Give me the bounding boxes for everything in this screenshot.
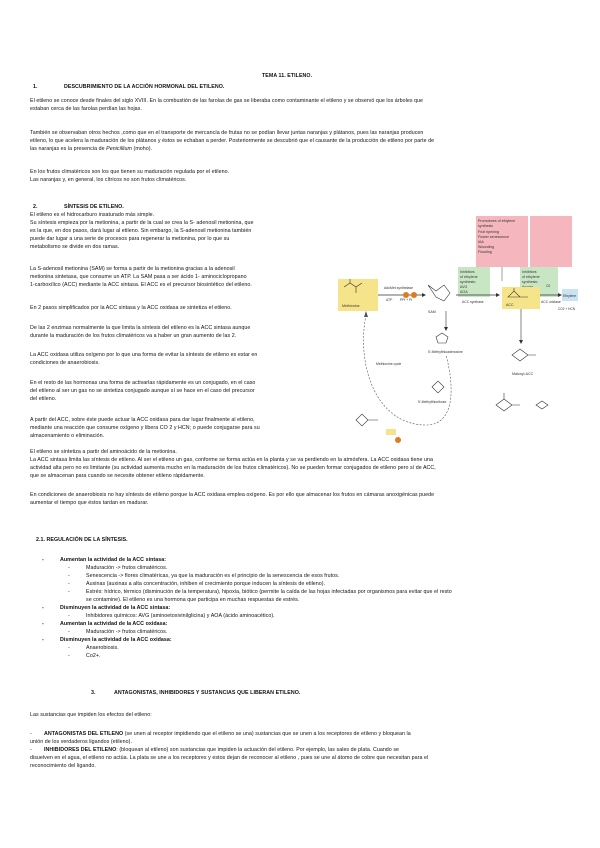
regulation-item (68, 653, 101, 660)
promoters-line-3: Fruit ripening (478, 230, 499, 234)
regulation-item (42, 637, 172, 644)
enzyme-marker-1 (403, 292, 409, 298)
s3-inhibitors-line2: disuelven en el agua, el etileno no actúa. La plata se une a los receptores y estos dejan de reconocer al etileno , pues se une al átomo de cobre que necesitan para el (30, 755, 429, 761)
promoters-line-2: synthesis (478, 224, 493, 228)
s2-p5-line2: condiciones de anaerobiosis. (30, 360, 100, 366)
regulation-text: Aumentan la actividad de la ACC sintasa: (60, 557, 167, 563)
s2-p4-line2: durante la maduración de los frutos climatéricos va a haber un gran aumento de las 2. (30, 333, 237, 339)
section-2-1-heading: 2.1. REGULACIÓN DE LA SÍNTESIS. (36, 537, 128, 543)
section-2-number: 2. (33, 204, 38, 210)
regulation-item (68, 645, 119, 652)
regulation-text: se contamine). El etileno es una hormona que participa en muchas respuestas de estrés. (86, 597, 300, 603)
regulation-bullet: - (68, 581, 70, 587)
s2-p3: En 2 pasos simplificados por la ACC sintasa y la ACC oxidasa se sintetiza el etileno. (30, 305, 232, 311)
s3-intro: Las sustancias que impiden los efectos del etileno: (30, 712, 152, 718)
regulation-item (68, 581, 325, 588)
regulation-item (68, 589, 452, 596)
s1-p3-line2: Las naranjas y, en general, los cítricos no son frutos climatéricos. (30, 177, 187, 183)
inh-left-2: of ethylene (460, 275, 478, 279)
inh-left-4: AVG (460, 285, 468, 289)
label-ppi: PPi + Pi (400, 298, 413, 302)
s2-p1-line4: puede dar lugar a una serie de procesos para regenerar la metionina, por lo que su (30, 236, 230, 242)
s2-p7-line2: mediante una reacción que consume oxígeno y libera CO 2 y HCN; o puede conjugarse para su (30, 425, 260, 431)
regulation-text: Maduración -> frutos climatéricos. (86, 565, 168, 571)
s1-p2-line2: etileno, lo que acelera la maduración de los plátanos y éstos se echaban a perder. Posteriormente se descubrió que el causante de la producción de etileno por parte de (30, 138, 435, 144)
inh-left-1: Inhibitors (460, 270, 475, 274)
regulation-bullet: - (68, 645, 70, 651)
label-adomet-synthetase: AdoMet synthetase (384, 286, 414, 290)
s2-p8-line3: actividad alta pero no es limitante (su actividad aumenta mucho en la maduración de los frutos climatéricos). No se pueden formar conjugados de etileno pero sí de ACC, (30, 465, 436, 471)
regulation-text: Disminuyen la actividad de la ACC sintasa: (60, 605, 171, 611)
s3-antagonists-line2: unión de los verdaderos ligandos (etileno). (30, 739, 132, 745)
regulation-text: Disminuyen la actividad de la ACC oxidasa: (60, 637, 172, 643)
regulation-bullet: - (68, 629, 70, 635)
regulation-item (68, 629, 167, 636)
label-atp: ATP (386, 298, 393, 302)
atp-marker-bottom (386, 429, 396, 435)
label-o2: O2 (546, 284, 551, 288)
enzyme-marker-2 (411, 292, 417, 298)
regulation-item (68, 565, 167, 572)
s2-p7-line1: A partir del ACC, sobre éste puede actuar la ACC oxidasa para dar lugar finalmente al etileno, (30, 417, 255, 423)
regulation-text: Aumentan la actividad de la ACC oxidasa: (60, 621, 168, 627)
s2-p1-line1: El etileno es el hidrocarburo insaturado más simple. (30, 212, 155, 218)
s2-p1-line2: Su síntesis empieza por la metionina, a partir de la cual se crea la S- adenosil metionina, que (30, 220, 254, 226)
regulation-text: Senescencia -> flores climatéricas, ya que la maduración es el principio de la senescencia de esos frutos. (86, 573, 340, 579)
label-acc-oxidase: ACC oxidase (541, 300, 561, 304)
s2-p2-line3: 1-carboxílico (ACC) mediante la ACC sintasa. El ACC es el precursor biosintético del etileno. (30, 282, 252, 288)
section-3-number: 3. (91, 690, 96, 696)
regulation-text: Anaerobiosis. (86, 645, 119, 651)
regulation-text: Inhibidores químicos: AVG (aminoetoxivinilglicina) y AOA (ácido aminoacético). (86, 613, 275, 619)
s2-p5-line1: La ACC oxidasa utiliza oxígeno por lo que una forma de evitar la síntesis de etileno es estar en (30, 352, 258, 358)
regulation-item (68, 573, 339, 580)
label-methionine: Methionine (342, 304, 360, 308)
s3-antagonists-line1: - ANTAGONISTAS DEL ETILENO (se unen al receptor impidiendo que el etileno se una) sustancias que se unen a los receptores de etileno y bloquean la (30, 731, 411, 737)
s2-p6-line2: del etileno al ser un gas no se sintetiza conjugado aunque sí se hace en el caso del precursor (30, 388, 255, 394)
s1-p3-line1: En los frutos climatéricos son los que tienen su maduración regulada por el etileno. (30, 169, 230, 175)
label-malonyl-acc: Malonyl-ACC (512, 372, 534, 376)
section-1-heading: DESCUBRIMIENTO DE LA ACCIÓN HORMONAL DEL ETILENO. (64, 84, 225, 90)
s2-p6-line1: En el resto de las hormonas una forma de activarlas rápidamente es un conjugado, en el caso (30, 380, 256, 386)
regulation-item (42, 621, 167, 628)
regulation-bullet: - (68, 589, 70, 595)
promoters-line-6: Wounding (478, 245, 495, 249)
s2-p2-line1: La S-adenosil metionina (SAM) se forma a partir de la metionina gracias a la adenosil (30, 266, 235, 272)
label-acc: ACC (506, 303, 514, 307)
inh-right-3: synthesis: (522, 280, 538, 284)
section-2-heading: SÍNTESIS DE ETILENO. (64, 204, 124, 210)
label-ethylene: Ethylene (563, 294, 577, 298)
promoters-line-1: Promotores of ethylene (478, 219, 516, 223)
label-mta: 5'-Methylthioadenosine (428, 350, 463, 354)
regulation-text: Estrés: hídrico, térmico (disminución de la temperatura), hipoxia, biótico (permite la caída de las hojas infectadas por organismos para evitar que el resto (86, 589, 452, 595)
regulation-bullet: - (42, 557, 44, 563)
s2-p9-line1: En condiciones de anaerobiosis no hay síntesis de etileno porque la ACC oxidasa emplea oxígeno. Es por ello que almacenar los frutos en cámaras anoxigénicas puede (30, 492, 435, 498)
section-3-heading: ANTAGONISTAS, INHIBIDORES Y SUSTANCIAS QUE LIBERAN ETILENO. (114, 690, 301, 696)
label-mtr: 5'-Methylthioribose (418, 400, 447, 404)
promoters-line-4: Flower senescence (478, 235, 509, 239)
s2-p9-line2: aumentar el tiempo que éstos tardan en madurar. (30, 500, 149, 506)
page-title: TEMA 11. ETILENO. (262, 73, 313, 79)
s1-p1-line1: El etileno se conoce desde finales del siglo XVIII. En la combustión de las farolas de gas se liberaba como contaminante el etileno y se observó que los árboles que (30, 98, 424, 104)
label-acc-synthase: ACC synthase (462, 300, 484, 304)
regulation-item (42, 605, 170, 612)
s1-p1-line2: estaban cerca de las farolas perdían las hojas. (30, 106, 142, 112)
s2-p8-line4: que se almacenan para cuando se necesite obtener etileno rápidamente. (30, 473, 205, 479)
regulation-item (68, 597, 299, 604)
s2-p7-line3: almacenamiento o eliminación. (30, 433, 105, 439)
s3-inhibitors-line3: reconocimiento del ligando. (30, 763, 96, 769)
inh-right-2: of ethylene (522, 275, 540, 279)
promoters-line-7: Flooding (478, 250, 492, 254)
s1-p2-line1: También se observaban otros hechos ,como que en el transporte de mercancía de frutas no se podían llevar juntas naranjas y plátanos, pues las naranjas producen (30, 130, 424, 136)
regulation-text: Maduración -> frutos climatéricos. (86, 629, 168, 635)
regulation-bullet: - (42, 621, 44, 627)
label-methionine-cycle: Methionine cycle (376, 362, 402, 366)
s2-p6-line3: del etileno. (30, 396, 57, 402)
label-co2-hcn: CO2 + HCN (558, 307, 576, 311)
promoters-line-5: IAA (478, 240, 484, 244)
regulation-bullet: - (68, 565, 70, 571)
s2-p8-line2: La ACC sintasa limita las síntesis de etileno. Al ser el etileno un gas, conforme se forma actúa en la planta y se va perdiendo en la atmósfera. La ACC oxidasa tiene una (30, 457, 433, 463)
s1-p2-line3: las naranjas es la presencia de Penicillium (moho). (30, 146, 153, 152)
ethylene-biosynthesis-figure (336, 215, 579, 460)
regulation-bullet: - (68, 653, 70, 659)
regulation-bullet: - (42, 637, 44, 643)
regulation-item (68, 613, 275, 620)
section-1-number: 1. (33, 84, 38, 90)
regulation-bullet: - (68, 573, 70, 579)
regulation-text: Co2+. (86, 653, 101, 659)
promoters-box-2 (530, 216, 572, 267)
label-sam: SAM (428, 310, 436, 314)
regulation-text: Auxinas (auxinas a alta concentración, inhiben el crecimiento porque inducen la síntesis de etileno). (86, 581, 326, 587)
inh-left-3: synthesis: (460, 280, 476, 284)
inh-right-1: Inhibitors (522, 270, 537, 274)
s2-p1-line5: metabolismo se divide en dos ramas. (30, 244, 120, 250)
s2-p2-line2: metionina sintetasa, que consume un ATP. La SAM pasa a ser ácido 1- aminociclopropano (30, 274, 247, 280)
s2-p4-line1: De las 2 enzimas normalmente la que limita la síntesis del etileno es la ACC sintasa aunque (30, 325, 251, 331)
s3-inhibitors-line1: - INHIBIDORES DEL ETILENO: (bloquean al etileno) son sustancias que impiden la actuación del etileno. Por ejemplo, las sales de plata. Cuando se (30, 747, 400, 753)
regulation-bullet: - (68, 613, 70, 619)
s2-p1-line3: es la que, en dos pasos, dará lugar al etileno. Sin embargo, la S-adenosil metionina también (30, 228, 252, 234)
regulation-item (42, 557, 166, 564)
s2-p8-line1: El etileno se sintetiza a partir del aminoácido de la metionina. (30, 449, 177, 455)
inh-left-5: AOA (460, 290, 468, 294)
regulation-bullet: - (42, 605, 44, 611)
enzyme-marker-3 (395, 437, 401, 443)
